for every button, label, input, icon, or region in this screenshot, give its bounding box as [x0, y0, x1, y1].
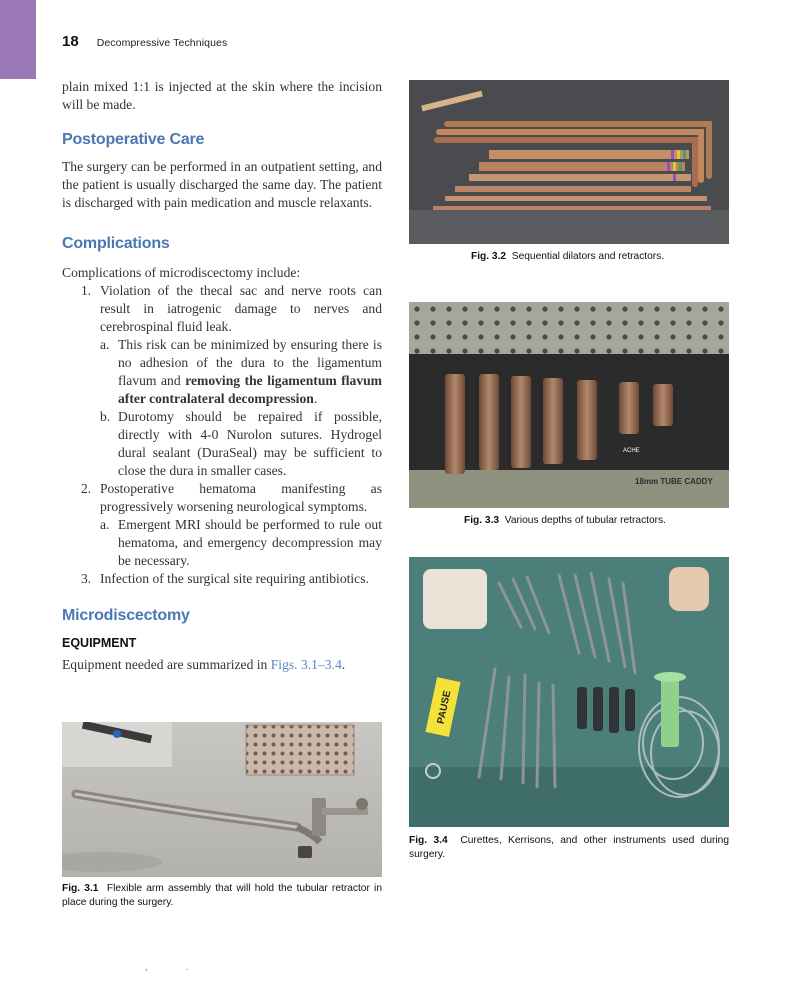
- figure-3-4-caption: [409, 834, 729, 862]
- tray-label: 18mm TUBE CADDY: [635, 477, 713, 486]
- list-text-end: .: [313, 391, 318, 406]
- list-item: [62, 480, 382, 516]
- caption-text: Sequential dilators and retractors.: [511, 251, 665, 262]
- list-text: This risk can be minimized by ensuring there is no adhesion of the dura to the ligamentum flavum and: [118, 337, 382, 388]
- figure-3-3-caption: [464, 514, 730, 528]
- emphasis-text: removing the ligamentum flavum after contralateral decompression: [118, 373, 382, 406]
- equipment-subheading: EQUIPMENT: [62, 636, 137, 650]
- list-number: 2.: [81, 481, 92, 496]
- complications-intro: Complications of microdiscectomy include:: [62, 265, 301, 280]
- complications-heading: Complications: [62, 235, 170, 252]
- list-text: Infection of the surgical site requiring antibiotics.: [100, 571, 369, 586]
- running-title: Decompressive Techniques: [96, 37, 228, 49]
- figure-3-4-image: [409, 557, 729, 827]
- list-text: Durotomy should be repaired if possible, directly with 4-0 Nurolon sutures. Hydrogel dural sealant (DuraSeal) may be sufficient to close the dura in smaller cases.: [118, 409, 382, 478]
- list-letter: a.: [100, 517, 110, 532]
- figure-label: Fig. 3.4: [409, 835, 448, 846]
- figure-3-3-image: [409, 302, 729, 508]
- caption-text: Flexible arm assembly that will hold the tubular retractor in place during the surgery.: [62, 883, 382, 908]
- figure-3-2-image: [409, 80, 729, 244]
- equipment-text: Equipment needed are summarized in: [62, 657, 271, 672]
- list-item: [62, 570, 382, 588]
- list-subitem: [62, 516, 382, 570]
- figure-label: Fig. 3.1: [62, 883, 99, 894]
- list-number: 1.: [81, 283, 92, 298]
- list-item: [62, 282, 382, 336]
- equipment-paragraph: [62, 656, 382, 674]
- figure-3-1-caption: [62, 882, 382, 910]
- equipment-text-end: .: [341, 657, 346, 672]
- list-letter: a.: [100, 337, 110, 352]
- list-text: Emergent MRI should be performed to rule out hematoma, and emergency decompression may be necessary.: [118, 517, 382, 568]
- running-header: [62, 33, 227, 51]
- intro-paragraph: plain mixed 1:1 is injected at the skin where the incision will be made.: [62, 79, 382, 112]
- list-letter: b.: [100, 409, 111, 424]
- figure-reference-link[interactable]: Figs. 3.1–3.4: [270, 657, 342, 672]
- microdiscectomy-heading: Microdiscectomy: [62, 607, 190, 624]
- page-number: 18: [62, 33, 79, 50]
- figure-3-2-caption: [471, 250, 731, 264]
- caption-text: Curettes, Kerrisons, and other instruments used during surgery.: [409, 835, 729, 860]
- list-subitem: [62, 336, 382, 408]
- footer-marks: , .: [145, 962, 207, 972]
- tray-small-label: ACHE: [623, 448, 640, 454]
- figure-3-1-image: [62, 722, 382, 877]
- pause-sign-text: PAUSE: [435, 689, 454, 725]
- caption-text: Various depths of tubular retractors.: [504, 515, 666, 526]
- list-number: 3.: [81, 571, 92, 586]
- figure-label: Fig. 3.3: [464, 515, 500, 526]
- list-text: Violation of the thecal sac and nerve roots can result in iatrogenic damage to nerves and cerebrospinal fluid leak.: [100, 283, 382, 334]
- list-text: Postoperative hematoma manifesting as progressively worsening neurological symptoms.: [100, 481, 382, 514]
- postoperative-paragraph: The surgery can be performed in an outpatient setting, and the patient is usually discharged the same day. The patient is discharged with pain medication and muscle relaxants.: [62, 159, 382, 210]
- postoperative-heading: Postoperative Care: [62, 131, 205, 148]
- left-column: [62, 78, 382, 674]
- list-subitem: [62, 408, 382, 480]
- figure-label: Fig. 3.2: [471, 251, 507, 262]
- chapter-tab: [0, 0, 36, 79]
